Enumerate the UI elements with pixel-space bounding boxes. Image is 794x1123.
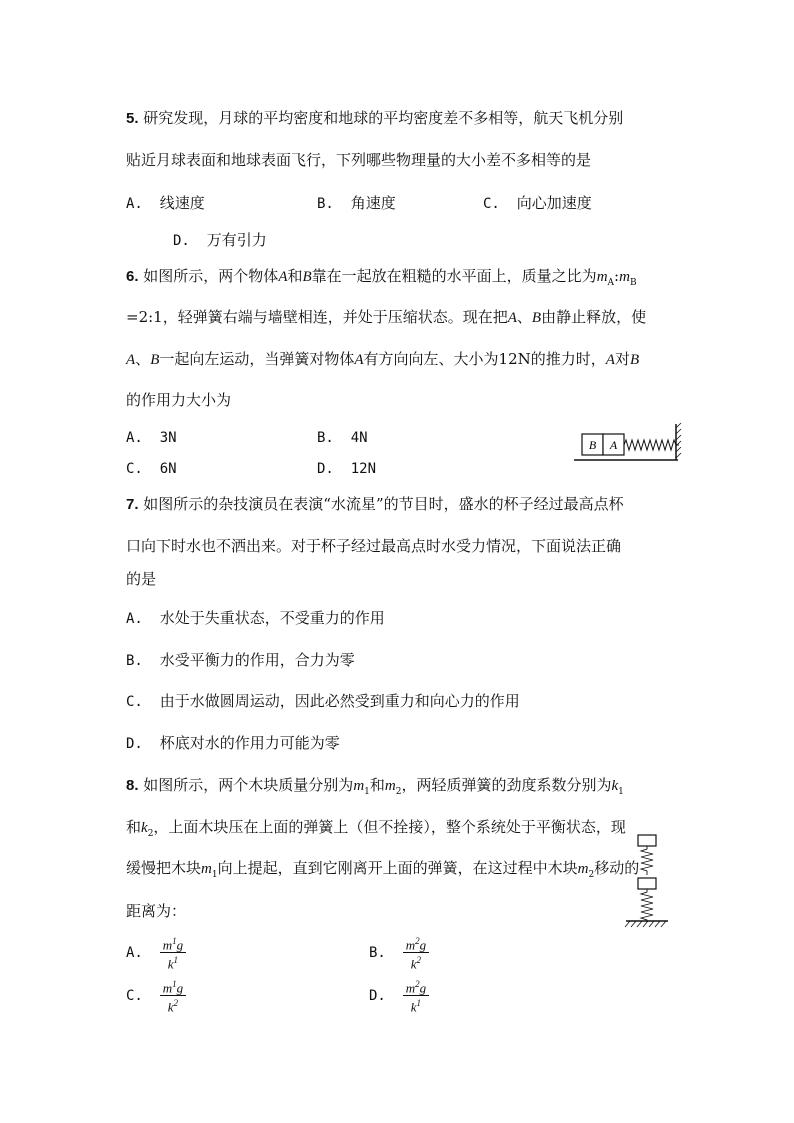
q8-var-k1-sub: 1 (618, 787, 624, 797)
q7-option-c-letter: C. (126, 694, 143, 710)
q6-option-b[interactable] (317, 428, 368, 448)
q8-var-m1-sub: 1 (364, 787, 370, 797)
q8-var-m1-2: m (201, 861, 212, 877)
q8-var-m2-2-sub: 2 (588, 870, 595, 880)
q6-block-a-label: A (609, 438, 618, 452)
q5-option-d-letter: D. (173, 233, 190, 249)
q5-option-c[interactable] (483, 193, 592, 214)
q8-block-m1 (638, 835, 656, 846)
q7-line-3: 的是 (126, 570, 157, 588)
q6-colon: : (614, 267, 620, 285)
q7-option-d-letter: D. (126, 736, 143, 752)
q8-spring-upper (641, 846, 653, 875)
q6-number: 6. (126, 268, 139, 285)
q8-stem-1c: ，两轻质弹簧的劲度系数分别为 (401, 776, 612, 794)
q6-var-a-2: A (507, 310, 517, 326)
q5-option-b-text: 角速度 (350, 194, 396, 212)
q6-var-a-4: A (354, 352, 364, 368)
q8-option-d-fraction: $\frac{m^2g}{k^1}$ (403, 977, 429, 1015)
q8-option-b-fraction: $\frac{m^2g}{k^2}$ (403, 934, 429, 972)
q6-stem-1a: 如图所示，两个物体 (143, 267, 279, 285)
q8-line-3 (126, 858, 639, 885)
q6-block-b-label: B (588, 438, 597, 452)
q7-stem-1: 如图所示的杂技演员在表演“水流星”的节目时，盛水的杯子经过最高点杯 (143, 495, 624, 513)
q7-option-a-letter: A. (126, 611, 143, 627)
q5-option-b-letter: B. (317, 196, 334, 212)
q8-var-m1: m (353, 778, 365, 794)
q8-line-2 (126, 817, 626, 844)
q6-var-b-3: B (150, 352, 160, 368)
q6-stem-2b: 、 (516, 308, 532, 326)
q8-option-a-letter: A. (126, 944, 143, 961)
q8-option-c-fraction: $\frac{m^1g}{k^2}$ (160, 977, 186, 1015)
q6-option-b-letter: B. (317, 430, 334, 446)
q7-option-a[interactable] (126, 608, 385, 629)
q8-spring-lower (641, 889, 653, 922)
q6-stem-1b: 和 (287, 267, 303, 285)
q6-line-2 (126, 307, 646, 328)
q6-option-a[interactable] (126, 428, 177, 448)
q8-stem-1a: 如图所示，两个木块质量分别为 (143, 776, 354, 794)
q6-var-a: A (278, 269, 288, 285)
q7-option-d[interactable] (126, 733, 340, 754)
q7-line-1 (126, 494, 624, 515)
q5-option-d[interactable] (173, 230, 267, 251)
q6-var-ma: m (596, 269, 608, 285)
q8-var-k1: k (611, 778, 619, 794)
q8-var-m1-2-sub: 1 (211, 870, 218, 880)
q6-option-c[interactable] (126, 459, 177, 479)
q7-option-b[interactable] (126, 650, 355, 671)
q5-option-a-text: 线速度 (159, 194, 205, 212)
q6-var-b-2: B (531, 310, 542, 326)
q8-option-d[interactable] (369, 977, 429, 1015)
q6-var-a-5: A (605, 352, 615, 368)
q8-block-m2 (638, 878, 656, 889)
q6-spring (624, 440, 679, 450)
q8-line-4: 距离为： (126, 902, 187, 920)
q5-number: 5. (126, 110, 139, 127)
q6-var-mb-sub: B (629, 278, 637, 288)
q6-stem-3b: 一起向左运动，当弹簧对物体 (159, 350, 355, 368)
q6-var-a-3: A (126, 352, 136, 368)
q6-stem-3d: 对 (614, 350, 630, 368)
q7-option-c-text: 由于水做圆周运动，因此必然受到重力和向心力的作用 (159, 692, 520, 710)
q6-option-c-letter: C. (126, 461, 143, 477)
q6-option-d[interactable] (317, 459, 376, 479)
q6-line-3 (126, 349, 639, 370)
q7-number: 7. (126, 496, 139, 513)
q8-figure (622, 833, 672, 929)
q6-option-a-letter: A. (126, 430, 143, 446)
q8-var-m2-sub: 2 (395, 787, 402, 797)
q8-stem-3c: 移动的 (594, 859, 640, 877)
q8-stem-3b: 向上提起，直到它刚离开上面的弹簧，在这过程中木块 (217, 859, 578, 877)
q7-option-b-text: 水受平衡力的作用，合力为零 (159, 651, 355, 669)
q6-var-b-4: B (629, 352, 640, 368)
q6-figure (572, 418, 684, 466)
q8-var-k2: k (141, 820, 148, 836)
q6-stem-1c: 靠在一起放在粗糙的水平面上，质量之比为 (311, 267, 597, 285)
q8-line-1 (126, 775, 624, 802)
q5-option-d-text: 万有引力 (206, 231, 267, 249)
q6-stem-3c: 有方向向左、大小为12N的推力时， (363, 350, 606, 368)
q8-stem-2a: 和 (126, 818, 142, 836)
q6-option-b-text: 4N (350, 430, 368, 446)
q8-option-c-letter: C. (126, 987, 143, 1004)
q5-option-c-letter: C. (483, 196, 500, 212)
q5-option-a[interactable] (126, 193, 205, 214)
q6-option-a-text: 3N (159, 430, 177, 446)
q5-option-b[interactable] (317, 193, 396, 214)
q5-option-a-letter: A. (126, 196, 143, 212)
q8-var-m2: m (384, 778, 396, 794)
q8-option-b-letter: B. (369, 944, 386, 961)
q6-line-1 (126, 266, 637, 293)
q6-var-ma-sub: A (607, 278, 615, 288)
q6-var-b: B (302, 269, 312, 285)
q6-line-4: 的作用力大小为 (126, 391, 232, 409)
q8-var-k2-sub: 2 (147, 829, 154, 839)
q7-option-d-text: 杯底对水的作用力可能为零 (159, 734, 340, 752)
q5-option-c-text: 向心加速度 (516, 194, 592, 212)
q8-var-m2-2: m (577, 861, 589, 877)
q6-option-c-text: 6N (159, 461, 177, 477)
q8-ground-hatch (625, 921, 666, 927)
q6-var-mb: m (619, 269, 630, 285)
q8-option-a[interactable] (126, 934, 186, 972)
q6-stem-2c: 由静止释放，使 (541, 308, 647, 326)
q6-stem-3a: 、 (135, 350, 151, 368)
q5-line-1 (126, 108, 623, 129)
q7-option-c[interactable] (126, 691, 520, 712)
q8-option-a-fraction: $\frac{m^1g}{k^1}$ (160, 934, 186, 972)
q8-option-c[interactable] (126, 977, 186, 1015)
q8-stem-2b: ，上面木块压在上面的弹簧上（但不拴接），整个系统处于平衡状态，现 (153, 818, 626, 836)
q7-option-b-letter: B. (126, 653, 143, 669)
q8-option-d-letter: D. (369, 987, 386, 1004)
q6-stem-2a: =2:1，轻弹簧右端与墙壁相连，并处于压缩状态。现在把 (126, 308, 508, 326)
q7-option-a-text: 水处于失重状态，不受重力的作用 (159, 609, 385, 627)
q8-option-b[interactable] (369, 934, 429, 972)
q5-line-2: 贴近月球表面和地球表面飞行，下列哪些物理量的大小差不多相等的是 (126, 151, 592, 169)
q6-option-d-text: 12N (350, 461, 377, 477)
q7-line-2: 口向下时水也不洒出来。对于杯子经过最高点时水受力情况，下面说法正确 (126, 537, 622, 555)
q6-option-d-letter: D. (317, 461, 334, 477)
q5-stem-1: 研究发现，月球的平均密度和地球的平均密度差不多相等，航天飞机分别 (143, 109, 624, 127)
q8-number: 8. (126, 777, 139, 794)
q8-stem-3a: 缓慢把木块 (126, 859, 202, 877)
q8-stem-1b: 和 (369, 776, 385, 794)
